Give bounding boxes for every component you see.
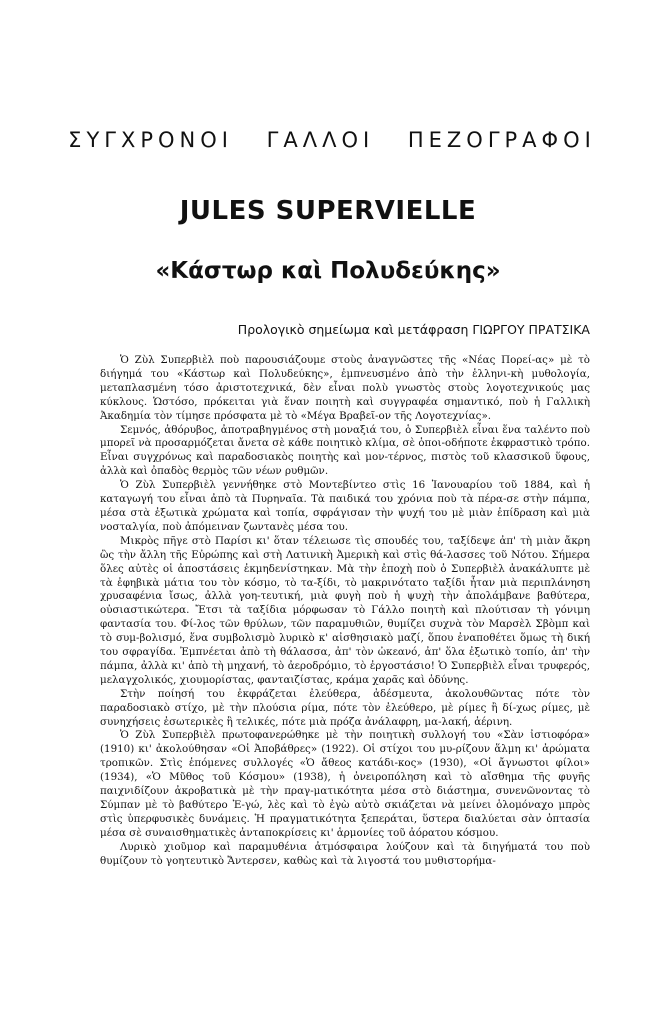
- author-name: JULES SUPERVIELLE: [179, 196, 477, 226]
- series-heading: ΣΥΓΧΡΟΝΟΙ ΓΑΛΛΟΙ ΠΕΖΟΓΡΑΦΟΙ: [68, 128, 596, 152]
- paragraph: Ὁ Ζὺλ Συπερβιὲλ πρωτοφανερώθηκε μὲ τὴν ποιητικὴ συλλογή του «Σὰν ἰστιοφόρα» (1910) κι' ἀκολούθησαν «Οἱ Ἀποβάθρες» (1922). Οἱ στίχοι του μυ-ρίζουν ἅλμη κι' ἀρώματα τροπικῶν. Στὶς ἑπόμενες συλλογές «Ὁ ἄθεος κατάδι-κος» (1930), «Οἱ ἄγνωστοι φίλοι» (1934), «Ὁ Μῦθος τοῦ Κόσμου» (1938), ἡ ὀνειροπόληση καὶ τὸ αἴσθημα τῆς φυγῆς παιχνιδίζουν ἀκροβατικὰ μὲ τὴν πραγ-ματικότητα μέσα στὸ διάστημα, συνενῶνοντας τὸ Σύμπαν μὲ τὸ βαθύτερο Ἐ-γώ, λὲς καὶ τὸ ἐγὼ αὐτὸ σκιάζεται νὰ μείνει ὁλομόναχο μπρὸς στὶς ὑπερφυσικὲς δυνάμεις. Ἡ πραγματικότητα ξεπεράται, ὕστερα διαλύεται σὰν ὀπτασία μέσα σὲ συναισθηματικὲς ἀνταποκρίσεις κι' ἁρμονίες τοῦ ἀόρατου κόσμου.: [100, 729, 590, 839]
- paragraph: Ὁ Ζὺλ Συπερβιὲλ ποὺ παρουσιάζουμε στοὺς ἀναγνῶστες τῆς «Νέας Πορεί-ας» μὲ τὸ διήγημά του «Κάστωρ καὶ Πολυδεύκης», ἐμπνευσμένο ἀπὸ τὴν ἑλληνι-κὴ μυθολογία, μεταπλασμένη τόσο ἀριστοτεχνικά, δὲν εἶναι πολὺ γνωστὸς στοὺς λογοτεχνικούς μας κύκλους. Ὡστόσο, πρόκειται γιὰ ἕναν ποιητὴ καὶ συγγραφέα σημαντικό, ποὺ ἡ Γαλλικὴ Ἀκαδημία τὸν τίμησε πρόσφατα μὲ τὸ «Μέγα Βραβεῖ-ον τῆς Λογοτεχνίας».: [100, 354, 590, 422]
- translator-credit: Προλογικὸ σημείωμα καὶ μετάφραση ΓΙΩΡΓΟΥ ΠΡΑΤΣΙΚΑ: [237, 322, 590, 337]
- paragraph: Μικρὸς πῆγε στὸ Παρίσι κι' ὅταν τέλειωσε τὶς σπουδές του, ταξίδεψε ἀπ' τὴ μιὰν ἄκρη ὣς τὴν ἄλλη τῆς Εὐρώπης καὶ στὴ Λατινικὴ Ἀμερικὴ καὶ στὶς θά-λασσες τοῦ Νότου. Σήμερα ὅλες αὐτὲς οἱ ἀποστάσεις ἐκμηδενίστηκαν. Μὰ τὴν ἐποχὴ ποὺ ὁ Συπερβιὲλ ἀνακάλυπτε μὲ τὰ ἐφηβικὰ μάτια του τὸν κόσμο, τὸ τα-ξίδι, τὸ μακρινότατο ταξίδι ἦταν μιὰ περιπλάνηση χρυσαφένια ἴσως, ἀλλὰ γοη-τευτική, μιὰ φυγὴ ποὺ ἡ ψυχὴ τὴν ἀπολάμβανε βαθύτερα, οὐσιαστικώτερα. Ἔτσι τὰ ταξίδια μόρφωσαν τὸ Γάλλο ποιητὴ καὶ πλούτισαν τὴ γόνιμη φαντασία του. Φί-λος τῶν θρύλων, τῶν παραμυθιῶν, θυμίζει συχνὰ τὸν Μαρσὲλ Σβὸμπ καὶ τὸ συμ-βολισμό, ἕνα συμβολισμὸ λυρικὸ κ' αἰσθησιακὸ μαζί, ὅπου ἐναποθέτει ὅμως τὴ δική του σφραγίδα. Ἐμπνέεται ἀπὸ τὴ θάλασσα, ἀπ' τὸν ὠκεανό, ἀπ' ὅλα ἐξωτικὸ τοπίο, ἀπ' τὴν πάμπα, ἀλλὰ κι' ἀπὸ τὴ μηχανή, τὸ ἀεροδρόμιο, τὸ ἐργοστάσιο! Ὁ Συπερβιὲλ εἶναι τρυφερός, μελαγχολικός, χιουμορίστας, φανταιζίστας, κράμα χαρᾶς καὶ ὀδύνης.: [100, 534, 590, 686]
- paragraph: Λυρικὸ χιοῦμορ καὶ παραμυθένια ἀτμόσφαιρα λούζουν καὶ τὰ διηγήματά του ποὺ θυμίζουν τὸ γοητευτικὸ Ἄντερσεν, καθὼς καὶ τὰ λιγοστά του μυθιστορήμα-: [100, 840, 590, 867]
- paragraph: Στὴν ποίησή του ἐκφράζεται ἐλεύθερα, ἀδέσμευτα, ἀκολουθῶντας πότε τὸν παραδοσιακὸ στίχο, μὲ τὴν πλούσια ρίμα, πότε τὸν ἐλεύθερο, μὲ ρίμες ἢ δί-χως ρίμες, μὲ συνηχήσεις ἐσωτερικὲς ἢ τελικές, πότε μιὰ πρόζα ἀνάλαφρη, μα-λακή, ἀέρινη.: [100, 687, 590, 728]
- paragraph: Σεμνός, ἀθόρυβος, ἀποτραβηγμένος στὴ μοναξιά του, ὁ Συπερβιὲλ εἶναι ἕνα ταλέντο ποὺ μπορεῖ νὰ προσαρμόζεται ἄνετα σὲ κάθε ποιητικὸ κλίμα, σὲ ὁποι-οδήποτε ἐκφραστικὸ τρόπο. Εἶναι συγχρόνως καὶ παραδοσιακὸς ποιητὴς καὶ μον-τέρνος, πιστὸς τοῦ κλασσικοῦ ὕφους, ἀλλὰ καὶ ὀπαδὸς θερμὸς τῶν νέων ρυθμῶν.: [100, 423, 590, 478]
- introduction-text: [100, 354, 590, 869]
- story-title: «Κάστωρ καὶ Πολυδεύκης»: [155, 258, 501, 284]
- paragraph: Ὁ Ζὺλ Συπερβιὲλ γεννήθηκε στὸ Μοντεβίντεο στὶς 16 Ἰανουαρίου τοῦ 1884, καὶ ἡ καταγωγή του εἶναι ἀπὸ τὰ Πυρηναῖα. Τὰ παιδικά του χρόνια ποὺ τὰ πέρα-σε στὴν πάμπα, μέσα στὰ ἐξωτικὰ χρώματα καὶ τοπία, σφράγισαν τὴν ψυχή του μὲ μιὰν ἐπίδραση καὶ μιὰ νοσταλγία, ποὺ ἀπόμειναν ζωντανὲς μέσα του.: [100, 479, 590, 533]
